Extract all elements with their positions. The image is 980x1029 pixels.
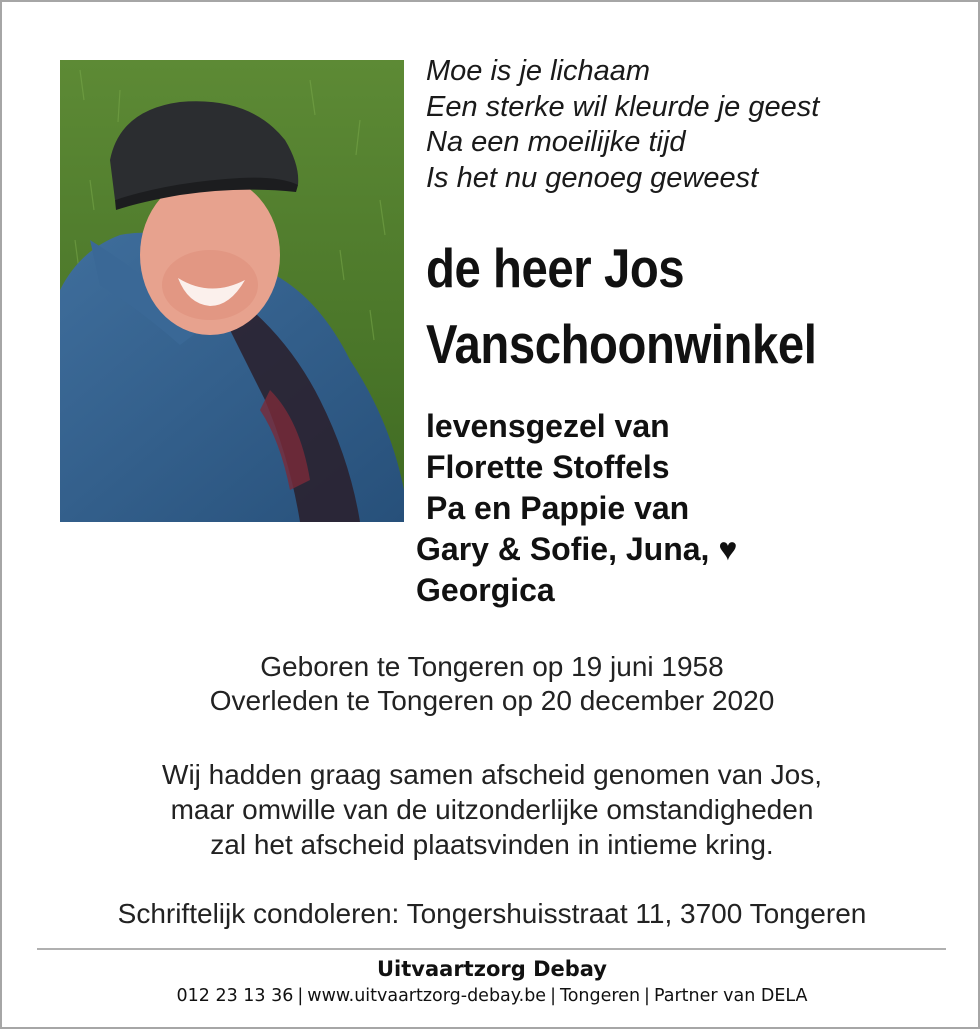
separator: | (644, 986, 650, 1006)
poem-line: Moe is je lichaam (426, 55, 651, 87)
separator: | (297, 986, 304, 1006)
poem-line: Na een moeilijke tijd (426, 126, 686, 158)
poem (426, 54, 946, 196)
birth-line: Geboren te Tongeren op 19 juni 1958 (260, 651, 724, 682)
name-line-1: de heer Jos (426, 237, 685, 299)
partner-note: Partner van DELA (653, 986, 808, 1006)
family-line: levensgezel van (426, 408, 670, 444)
undertaker-name: Uitvaartzorg Debay (377, 957, 607, 981)
poem-line: Een sterke wil kleurde je geest (426, 90, 820, 123)
message-line: Wij hadden graag samen afscheid genomen van Jos, (162, 759, 822, 790)
family-line: Florette Stoffels (426, 449, 670, 485)
family-line: Pa en Pappie van (426, 490, 690, 526)
contact-line (2, 983, 980, 1009)
life-dates (2, 650, 980, 718)
message-line: maar omwille van de uitzonderlijke omstandigheden (170, 794, 814, 825)
poem-line: Is het nu genoeg geweest (426, 161, 759, 194)
separator: | (550, 986, 556, 1006)
location: Tongeren (559, 986, 641, 1006)
family-line: Georgica (416, 572, 555, 608)
farewell-message (2, 757, 980, 862)
deceased-name (426, 230, 890, 382)
website-link[interactable]: www.uitvaartzorg-debay.be (307, 986, 547, 1006)
condolence-address: Schriftelijk condoleren: Tongershuisstraat 11, 3700 Tongeren (117, 898, 867, 929)
death-line: Overleden te Tongeren op 20 december 2020 (209, 685, 775, 716)
divider (37, 948, 946, 950)
portrait-illustration (60, 60, 404, 522)
family-line: Gary & Sofie, Juna, ♥ (416, 531, 738, 567)
phone-number[interactable]: 012 23 13 36 (176, 986, 294, 1006)
portrait-photo (60, 60, 404, 522)
name-line-2: Vanschoonwinkel (426, 313, 817, 375)
message-line: zal het afscheid plaatsvinden in intieme kring. (210, 829, 774, 860)
